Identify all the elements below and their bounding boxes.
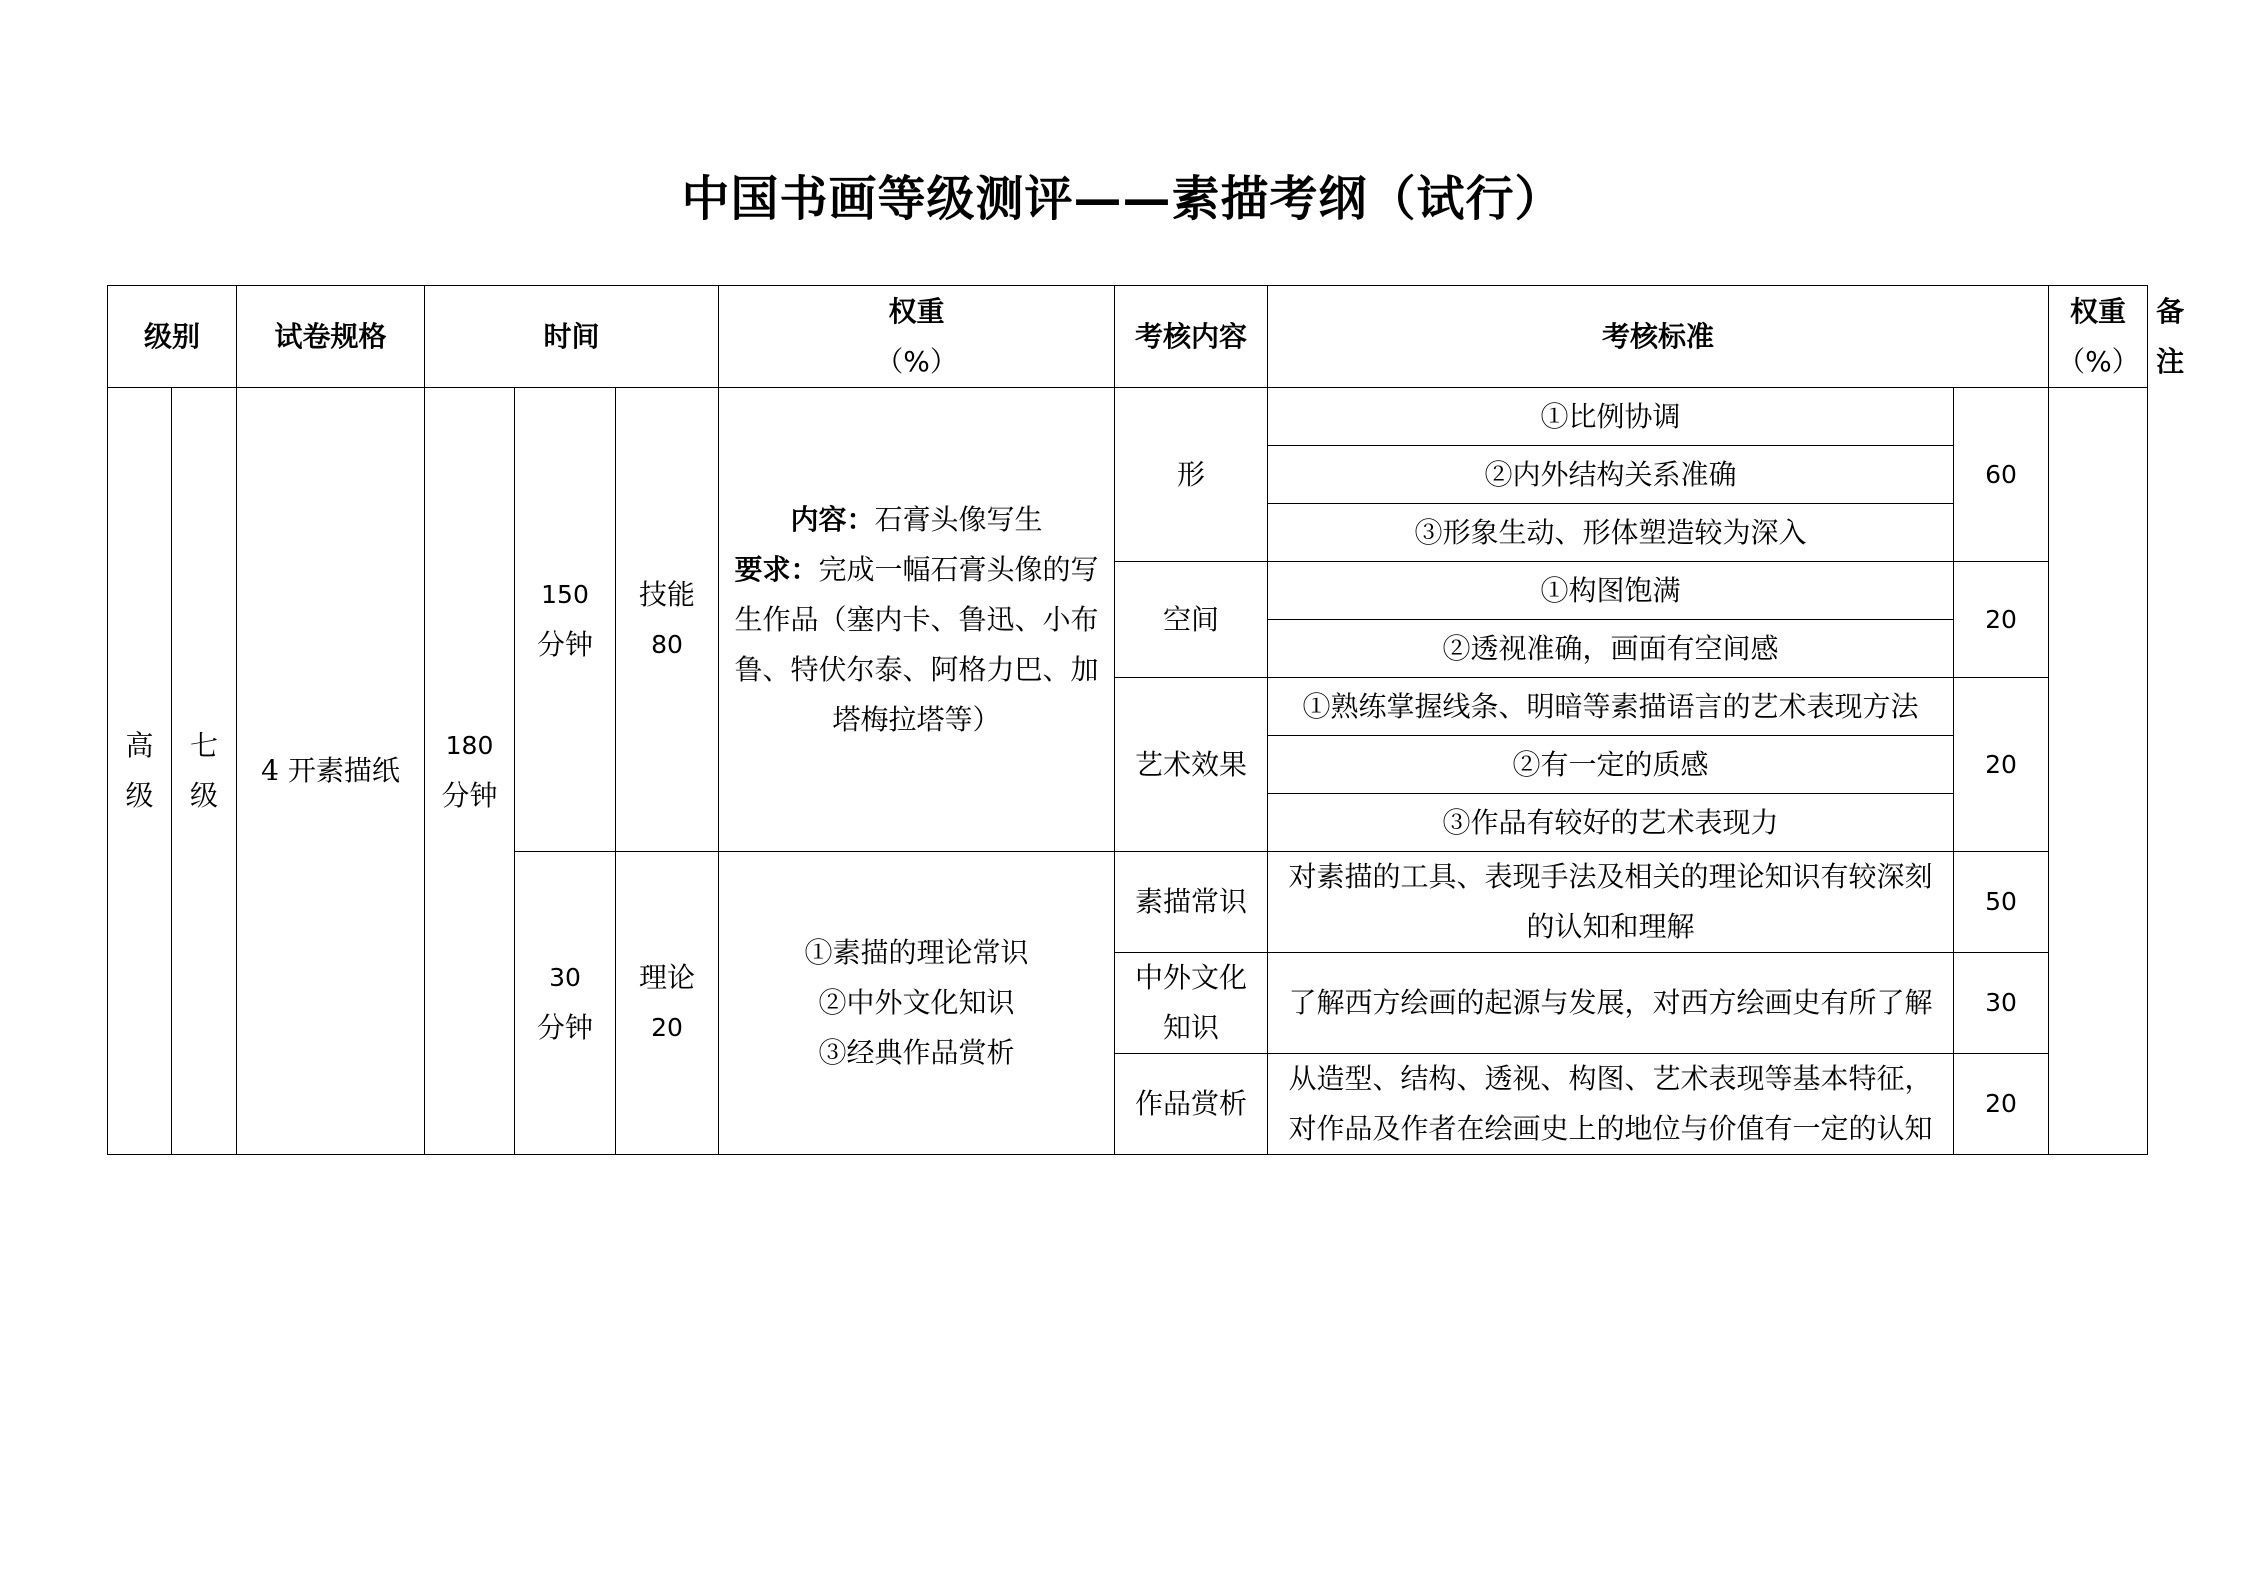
remarks-cell [2049, 388, 2148, 1155]
header-weight-line1: 权重 [888, 294, 945, 328]
standard-group-art-effect: 艺术效果 [1115, 678, 1268, 852]
standard-group-space: 空间 [1115, 562, 1268, 678]
total-time-unit: 分钟 [441, 779, 498, 812]
paper-spec-cell: 4 开素描纸 [237, 388, 425, 1155]
theory-time-cell [515, 852, 616, 1155]
skill-requirement [727, 545, 1106, 745]
header-weight-2-line1: 权重 [2070, 294, 2127, 328]
weight-art-effect: 20 [1954, 678, 2049, 852]
skill-content-cell [719, 388, 1115, 852]
theory-time-value: 30 [549, 963, 581, 992]
header-time: 时间 [425, 286, 719, 388]
level-cell-b [172, 388, 237, 1155]
header-standard: 考核标准 [1268, 286, 2049, 388]
level-b-line2: 级 [190, 779, 219, 812]
skill-category: 技能 [639, 577, 696, 611]
level-cell-a [108, 388, 172, 1155]
level-a-line2: 级 [125, 779, 154, 812]
weight-form: 60 [1954, 388, 2049, 562]
standard-item: 了解西方绘画的起源与发展，对西方绘画史有所了解 [1268, 953, 1954, 1054]
header-weight-line2: （%） [875, 344, 958, 378]
theory-category: 理论 [639, 961, 696, 994]
skill-time-cell [515, 388, 616, 852]
header-paper-spec: 试卷规格 [237, 286, 425, 388]
content-text: 石膏头像写生 [874, 502, 1043, 536]
syllabus-table [107, 285, 2185, 1155]
theory-weight: 20 [651, 1013, 683, 1042]
skill-content [727, 495, 1106, 545]
skill-category-cell [616, 388, 719, 852]
theory-content-item: ③经典作品赏析 [818, 1036, 1015, 1069]
requirement-label: 要求： [734, 552, 819, 586]
standard-item: ③作品有较好的艺术表现力 [1268, 794, 1954, 852]
skill-weight: 80 [651, 629, 683, 659]
standard-item: 从造型、结构、透视、构图、艺术表现等基本特征，对作品及作者在绘画史上的地位与价值有一定的认知 [1268, 1054, 1954, 1155]
theory-category-cell [616, 852, 719, 1155]
standard-item: 对素描的工具、表现手法及相关的理论知识有较深刻的认知和理解 [1268, 852, 1954, 953]
requirement-text: 完成一幅石膏头像的写生作品（塞内卡、鲁迅、小布鲁、特伏尔泰、阿格力巴、加塔梅拉塔等） [734, 552, 1099, 736]
content-label: 内容： [790, 502, 875, 536]
culture-name-line2: 知识 [1163, 1011, 1220, 1044]
standard-group-form: 形 [1115, 388, 1268, 562]
header-weight-2 [2049, 286, 2148, 388]
theory-content-item: ②中外文化知识 [818, 986, 1015, 1019]
theory-content-cell [719, 852, 1115, 1155]
level-b-line1: 七 [190, 729, 219, 762]
culture-name-line1: 中外文化 [1135, 961, 1248, 994]
level-a-line1: 高 [125, 729, 154, 762]
standard-item: ②内外结构关系准确 [1268, 446, 1954, 504]
header-weight [719, 286, 1115, 388]
page-title: 中国书画等级测评——素描考纲（试行） [681, 171, 1564, 227]
standard-item: ②有一定的质感 [1268, 736, 1954, 794]
total-time-value: 180 [445, 731, 494, 760]
table-row [108, 388, 2148, 446]
skill-time-value: 150 [541, 579, 589, 609]
header-row: 级别 试卷规格 时间 权重 （%） 考核内容 考核标准 权重 （%） 备注 [108, 286, 2148, 388]
standard-item: ②透视准确，画面有空间感 [1268, 620, 1954, 678]
standard-item: ①比例协调 [1268, 388, 1954, 446]
standard-item: ③形象生动、形体塑造较为深入 [1268, 504, 1954, 562]
standard-group-appreciation: 作品赏析 [1115, 1054, 1268, 1155]
total-time-cell [425, 388, 515, 1155]
theory-content-item: ①素描的理论常识 [804, 936, 1029, 969]
header-weight-2-line2: （%） [2057, 344, 2140, 378]
weight-appreciation: 20 [1954, 1054, 2049, 1155]
header-content: 考核内容 [1115, 286, 1268, 388]
header-level: 级别 [108, 286, 237, 388]
weight-space: 20 [1954, 562, 2049, 678]
standard-item: ①构图饱满 [1268, 562, 1954, 620]
standard-group-culture [1115, 953, 1268, 1054]
weight-sketch-knowledge: 50 [1954, 852, 2049, 953]
theory-time-unit: 分钟 [537, 1011, 594, 1044]
weight-culture: 30 [1954, 953, 2049, 1054]
skill-time-unit: 分钟 [537, 627, 594, 661]
standard-group-sketch-knowledge: 素描常识 [1115, 852, 1268, 953]
standard-item: ①熟练掌握线条、明暗等素描语言的艺术表现方法 [1268, 678, 1954, 736]
